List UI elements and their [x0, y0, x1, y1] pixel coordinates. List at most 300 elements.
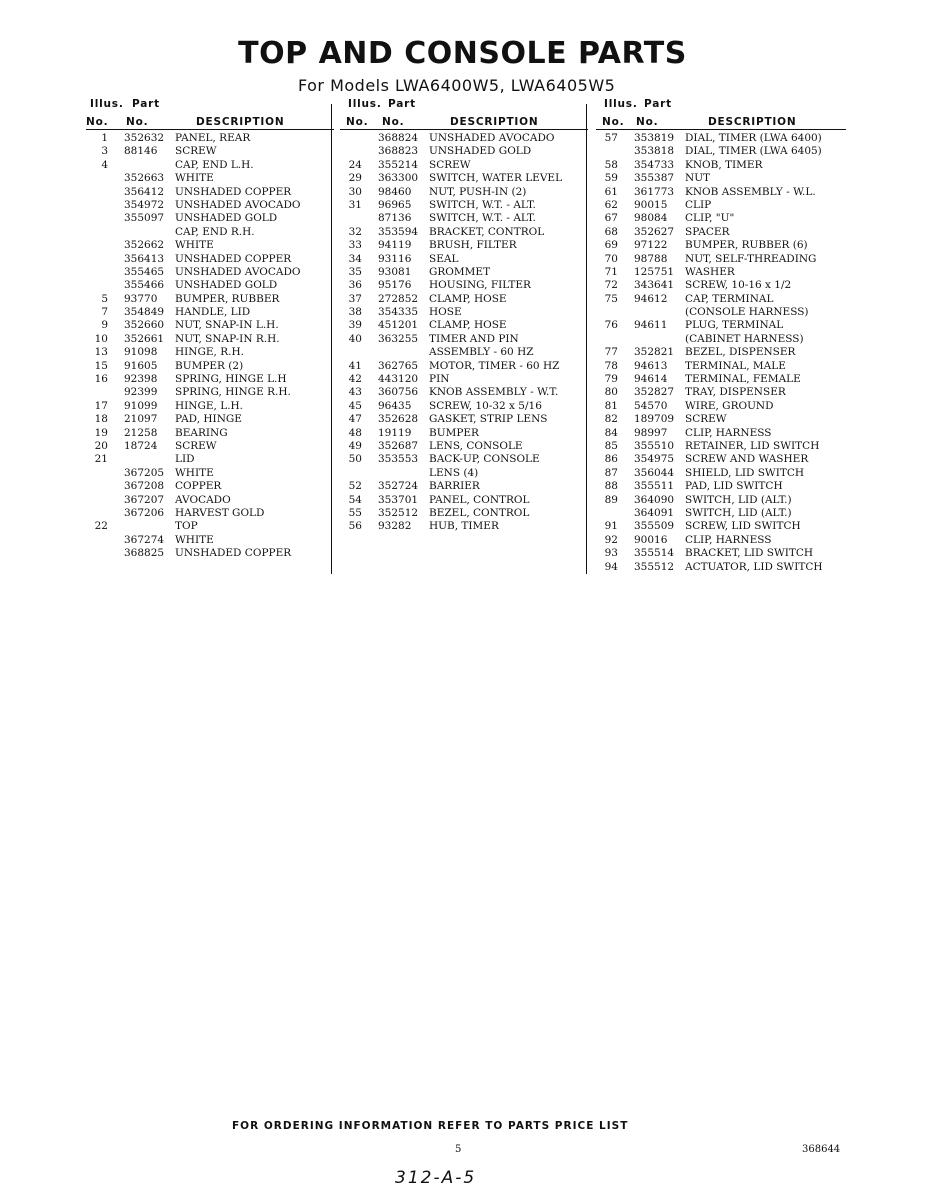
part-row [596, 172, 846, 185]
part-description: KNOB ASSEMBLY - W.T. [429, 386, 559, 399]
part-row [596, 427, 846, 440]
column-header [596, 98, 846, 132]
illus-number: 55 [348, 506, 362, 519]
part-description: SWITCH, W.T. - ALT. [429, 212, 536, 225]
part-number: 355512 [634, 560, 675, 573]
part-number: 21258 [124, 426, 158, 439]
illus-number: 15 [94, 359, 108, 372]
part-row [340, 266, 588, 279]
part-number: 354335 [378, 306, 419, 319]
part-no-header: No. [636, 116, 659, 128]
part-description: HARVEST GOLD [175, 506, 265, 519]
part-row [596, 534, 846, 547]
part-description: NUT, SELF-THREADING [685, 252, 817, 265]
part-row [86, 547, 334, 560]
part-description: GROMMET [429, 265, 491, 278]
part-number: 93116 [378, 252, 412, 265]
part-description: DIAL, TIMER (LWA 6405) [685, 145, 822, 158]
part-description: BRACKET, CONTROL [429, 225, 545, 238]
part-number: 368825 [124, 547, 165, 560]
illus-number: 9 [101, 319, 108, 332]
part-row [340, 293, 588, 306]
illus-number: 42 [348, 373, 362, 386]
part-row [86, 427, 334, 440]
part-description: CAP, TERMINAL [685, 292, 774, 305]
part-description: SCREW, 10-16 x 1/2 [685, 279, 792, 292]
part-row [340, 172, 588, 185]
part-number: 355514 [634, 547, 675, 560]
illus-number: 3 [101, 145, 108, 158]
part-row [596, 159, 846, 172]
part-description: WHITE [175, 239, 214, 252]
part-row [86, 145, 334, 158]
part-number: 363300 [378, 172, 419, 185]
part-row [86, 212, 334, 225]
illus-number: 7 [101, 306, 108, 319]
part-description: HOSE [429, 306, 462, 319]
part-number: 272852 [378, 292, 419, 305]
illus-number: 49 [348, 439, 362, 452]
part-row [86, 507, 334, 520]
illus-number: 10 [94, 332, 108, 345]
part-number: 94614 [634, 373, 668, 386]
description-header: DESCRIPTION [196, 116, 285, 128]
part-number: 443120 [378, 373, 419, 386]
illus-number: 88 [604, 480, 618, 493]
part-row [596, 186, 846, 199]
part-number: 91605 [124, 359, 158, 372]
part-description: CLIP, "U" [685, 212, 735, 225]
part-row [340, 373, 588, 386]
part-number: 352662 [124, 239, 165, 252]
illus-number: 94 [604, 560, 618, 573]
part-number: 368824 [378, 132, 419, 144]
illus-number: 67 [604, 212, 618, 225]
illus-number: 39 [348, 319, 362, 332]
part-row [340, 253, 588, 266]
part-number: 354849 [124, 306, 165, 319]
part-description: BARRIER [429, 480, 480, 493]
part-description: SCREW, LID SWITCH [685, 520, 801, 533]
part-description: HANDLE, LID [175, 306, 251, 319]
header-rule [596, 129, 846, 130]
description-header: DESCRIPTION [450, 116, 539, 128]
part-number: 93282 [378, 520, 412, 533]
part-number: 451201 [378, 319, 419, 332]
part-row [596, 239, 846, 252]
part-description: HINGE, L.H. [175, 399, 244, 412]
illus-number: 57 [604, 132, 618, 144]
part-row [86, 520, 334, 533]
parts-list [86, 132, 334, 561]
part-row [596, 333, 846, 346]
illus-number: 19 [94, 426, 108, 439]
part-row [340, 480, 588, 493]
part-row [596, 453, 846, 466]
part-row [340, 319, 588, 332]
part-number: 355387 [634, 172, 675, 185]
illus-header: Illus. [348, 98, 382, 110]
part-description: NUT, PUSH-IN (2) [429, 185, 527, 198]
part-row [340, 400, 588, 413]
part-row [86, 186, 334, 199]
part-description: UNSHADED GOLD [429, 145, 532, 158]
part-number: 92399 [124, 386, 158, 399]
part-row [86, 199, 334, 212]
part-description: BUMPER (2) [175, 359, 244, 372]
parts-column-1 [86, 98, 334, 561]
part-description: KNOB, TIMER [685, 158, 763, 171]
part-number: 362765 [378, 359, 419, 372]
part-row [340, 467, 588, 480]
part-description: PANEL, REAR [175, 132, 251, 144]
part-row [86, 226, 334, 239]
part-number: 352687 [378, 439, 419, 452]
part-row [596, 346, 846, 359]
illus-number: 81 [604, 399, 618, 412]
models-subtitle: For Models LWA6400W5, LWA6405W5 [298, 76, 616, 95]
part-description: WIRE, GROUND [685, 399, 774, 412]
illus-number: 89 [604, 493, 618, 506]
part-row [596, 199, 846, 212]
part-row [596, 413, 846, 426]
illus-number: 69 [604, 239, 618, 252]
illus-number: 61 [604, 185, 618, 198]
part-number: 353819 [634, 132, 675, 144]
part-description: NUT, SNAP-IN L.H. [175, 319, 279, 332]
part-row [86, 159, 334, 172]
part-description: SCREW [685, 413, 727, 426]
part-row [340, 239, 588, 252]
part-number: 18724 [124, 439, 158, 452]
part-row [340, 386, 588, 399]
part-number: 88146 [124, 145, 158, 158]
part-description: UNSHADED AVOCADO [175, 265, 301, 278]
illus-number: 52 [348, 480, 362, 493]
illus-number: 41 [348, 359, 362, 372]
illus-number: 62 [604, 198, 618, 211]
part-number: 98788 [634, 252, 668, 265]
part-row [596, 373, 846, 386]
part-row [86, 440, 334, 453]
part-number: 94613 [634, 359, 668, 372]
part-row [596, 480, 846, 493]
illus-number: 20 [94, 439, 108, 452]
parts-list [596, 132, 846, 574]
parts-list [340, 132, 588, 534]
document-number: 368644 [802, 1144, 841, 1155]
part-row [596, 561, 846, 574]
part-number: 90015 [634, 198, 668, 211]
illus-number: 75 [604, 292, 618, 305]
part-row [340, 186, 588, 199]
part-description: KNOB ASSEMBLY - W.L. [685, 185, 816, 198]
part-description: CLIP [685, 198, 712, 211]
illus-number: 80 [604, 386, 618, 399]
part-number: 364091 [634, 506, 675, 519]
part-number: 355509 [634, 520, 675, 533]
part-row [86, 333, 334, 346]
part-description: HINGE, R.H. [175, 346, 244, 359]
part-number: 368823 [378, 145, 419, 158]
part-description: NUT, SNAP-IN R.H. [175, 332, 280, 345]
part-row [86, 400, 334, 413]
part-row [340, 199, 588, 212]
part-row [86, 172, 334, 185]
part-description: AVOCADO [175, 493, 231, 506]
part-description: BEZEL, CONTROL [429, 506, 530, 519]
part-number: 352827 [634, 386, 675, 399]
illus-header: Illus. [90, 98, 124, 110]
description-header: DESCRIPTION [708, 116, 797, 128]
part-description: RETAINER, LID SWITCH [685, 439, 820, 452]
illus-no-header: No. [346, 116, 369, 128]
illus-number: 76 [604, 319, 618, 332]
part-row [596, 440, 846, 453]
illus-number: 82 [604, 413, 618, 426]
part-description: GASKET, STRIP LENS [429, 413, 548, 426]
part-number: 93770 [124, 292, 158, 305]
part-number: 92398 [124, 373, 158, 386]
part-description: (CABINET HARNESS) [685, 332, 804, 345]
illus-number: 22 [94, 520, 108, 533]
part-number: 355510 [634, 439, 675, 452]
illus-number: 47 [348, 413, 362, 426]
part-description: SWITCH, W.T. - ALT. [429, 198, 536, 211]
part-number: 352628 [378, 413, 419, 426]
illus-number: 58 [604, 158, 618, 171]
illus-number: 45 [348, 399, 362, 412]
part-description: UNSHADED AVOCADO [429, 132, 555, 144]
part-description: BUMPER, RUBBER [175, 292, 280, 305]
illus-number: 35 [348, 265, 362, 278]
part-number: 189709 [634, 413, 675, 426]
illus-number: 40 [348, 332, 362, 345]
part-number: 356413 [124, 252, 165, 265]
part-number: 125751 [634, 265, 675, 278]
illus-number: 56 [348, 520, 362, 533]
illus-number: 54 [348, 493, 362, 506]
part-description: DIAL, TIMER (LWA 6400) [685, 132, 822, 144]
illus-number: 4 [101, 158, 108, 171]
part-description: TERMINAL, MALE [685, 359, 786, 372]
part-number: 352724 [378, 480, 419, 493]
illus-header: Illus. [604, 98, 638, 110]
part-row [86, 306, 334, 319]
part-row [340, 453, 588, 466]
illus-number: 50 [348, 453, 362, 466]
part-description: (CONSOLE HARNESS) [685, 306, 809, 319]
part-row [596, 494, 846, 507]
illus-number: 13 [94, 346, 108, 359]
part-description: TOP [175, 520, 198, 533]
illus-number: 31 [348, 198, 362, 211]
part-number: 367274 [124, 533, 165, 546]
part-number: 356412 [124, 185, 165, 198]
part-row [340, 306, 588, 319]
illus-number: 1 [101, 132, 108, 144]
illus-number: 77 [604, 346, 618, 359]
part-row [596, 226, 846, 239]
part-number: 354975 [634, 453, 675, 466]
part-description: BEZEL, DISPENSER [685, 346, 796, 359]
part-row [596, 306, 846, 319]
part-row [86, 239, 334, 252]
part-header: Part [132, 98, 160, 110]
part-description: CLAMP, HOSE [429, 319, 507, 332]
part-row [86, 132, 334, 145]
part-description: CLIP, HARNESS [685, 533, 772, 546]
part-row [596, 319, 846, 332]
part-number: 352512 [378, 506, 419, 519]
column-header [340, 98, 588, 132]
illus-number: 85 [604, 439, 618, 452]
part-description: BRACKET, LID SWITCH [685, 547, 814, 560]
part-row [86, 480, 334, 493]
ordering-info-note: FOR ORDERING INFORMATION REFER TO PARTS PRICE LIST [232, 1120, 629, 1132]
part-description: HUB, TIMER [429, 520, 499, 533]
part-number: 355097 [124, 212, 165, 225]
part-number: 94119 [378, 239, 412, 252]
part-description: SCREW [175, 439, 217, 452]
page-number: 5 [455, 1144, 462, 1155]
part-row [596, 547, 846, 560]
part-row [340, 494, 588, 507]
part-description: WHITE [175, 533, 214, 546]
part-description: SCREW [175, 145, 217, 158]
part-number: 361773 [634, 185, 675, 198]
illus-no-header: No. [86, 116, 109, 128]
part-number: 352660 [124, 319, 165, 332]
part-number: 352821 [634, 346, 675, 359]
part-number: 94612 [634, 292, 668, 305]
part-description: WASHER [685, 265, 735, 278]
part-description: ASSEMBLY - 60 HZ [429, 346, 534, 359]
part-number: 96965 [378, 198, 412, 211]
part-row [340, 346, 588, 359]
parts-column-3 [596, 98, 846, 574]
part-row [86, 494, 334, 507]
part-number: 353818 [634, 145, 675, 158]
part-description: SPRING, HINGE R.H. [175, 386, 291, 399]
part-description: BEARING [175, 426, 228, 439]
part-row [596, 400, 846, 413]
part-number: 352661 [124, 332, 165, 345]
illus-number: 32 [348, 225, 362, 238]
part-row [340, 507, 588, 520]
part-row [596, 279, 846, 292]
part-description: CAP, END R.H. [175, 225, 255, 238]
part-description: PAD, LID SWITCH [685, 480, 783, 493]
part-description: BRUSH, FILTER [429, 239, 517, 252]
part-number: 97122 [634, 239, 668, 252]
part-number: 98460 [378, 185, 412, 198]
part-description: SWITCH, LID (ALT.) [685, 506, 792, 519]
handwritten-annotation: 312-A-5 [395, 1168, 477, 1188]
part-row [596, 467, 846, 480]
part-description: SPACER [685, 225, 730, 238]
part-row [340, 212, 588, 225]
part-row [596, 520, 846, 533]
part-number: 87136 [378, 212, 412, 225]
part-row [86, 293, 334, 306]
part-description: LENS, CONSOLE [429, 439, 523, 452]
header-rule [340, 129, 588, 130]
illus-number: 30 [348, 185, 362, 198]
part-description: ACTUATOR, LID SWITCH [685, 560, 823, 573]
part-description: PANEL, CONTROL [429, 493, 530, 506]
part-description: BUMPER [429, 426, 479, 439]
part-row [86, 279, 334, 292]
part-number: 343641 [634, 279, 675, 292]
illus-number: 5 [101, 292, 108, 305]
part-number: 367206 [124, 506, 165, 519]
part-number: 355511 [634, 480, 675, 493]
part-description: BUMPER, RUBBER (6) [685, 239, 808, 252]
part-row [86, 386, 334, 399]
part-number: 355465 [124, 265, 165, 278]
part-description: CLIP, HARNESS [685, 426, 772, 439]
header-rule [86, 129, 334, 130]
part-description: NUT [685, 172, 711, 185]
part-row [86, 453, 334, 466]
illus-number: 92 [604, 533, 618, 546]
part-row [86, 413, 334, 426]
part-row [596, 293, 846, 306]
illus-number: 84 [604, 426, 618, 439]
part-row [340, 145, 588, 158]
part-description: BACK-UP, CONSOLE [429, 453, 540, 466]
part-description: LENS (4) [429, 466, 479, 479]
part-number: 98997 [634, 426, 668, 439]
part-description: SCREW AND WASHER [685, 453, 809, 466]
part-number: 356044 [634, 466, 675, 479]
part-number: 352627 [634, 225, 675, 238]
part-header: Part [644, 98, 672, 110]
part-number: 98084 [634, 212, 668, 225]
part-row [340, 413, 588, 426]
column-header [86, 98, 334, 132]
part-description: SEAL [429, 252, 459, 265]
illus-number: 34 [348, 252, 362, 265]
part-number: 90016 [634, 533, 668, 546]
part-row [340, 279, 588, 292]
part-number: 19119 [378, 426, 412, 439]
part-row [86, 373, 334, 386]
part-number: 353594 [378, 225, 419, 238]
part-number: 352632 [124, 132, 165, 144]
part-number: 91099 [124, 399, 158, 412]
illus-number: 38 [348, 306, 362, 319]
part-row [596, 386, 846, 399]
part-row [596, 507, 846, 520]
illus-number: 48 [348, 426, 362, 439]
illus-number: 36 [348, 279, 362, 292]
part-description: LID [175, 453, 195, 466]
part-description: TERMINAL, FEMALE [685, 373, 801, 386]
part-number: 353553 [378, 453, 419, 466]
part-number: 91098 [124, 346, 158, 359]
part-row [86, 467, 334, 480]
part-description: TRAY, DISPENSER [685, 386, 786, 399]
illus-number: 78 [604, 359, 618, 372]
part-number: 355214 [378, 158, 419, 171]
illus-number: 72 [604, 279, 618, 292]
part-row [340, 427, 588, 440]
part-description: HOUSING, FILTER [429, 279, 531, 292]
part-description: SCREW, 10-32 x 5/16 [429, 399, 542, 412]
part-description: WHITE [175, 466, 214, 479]
